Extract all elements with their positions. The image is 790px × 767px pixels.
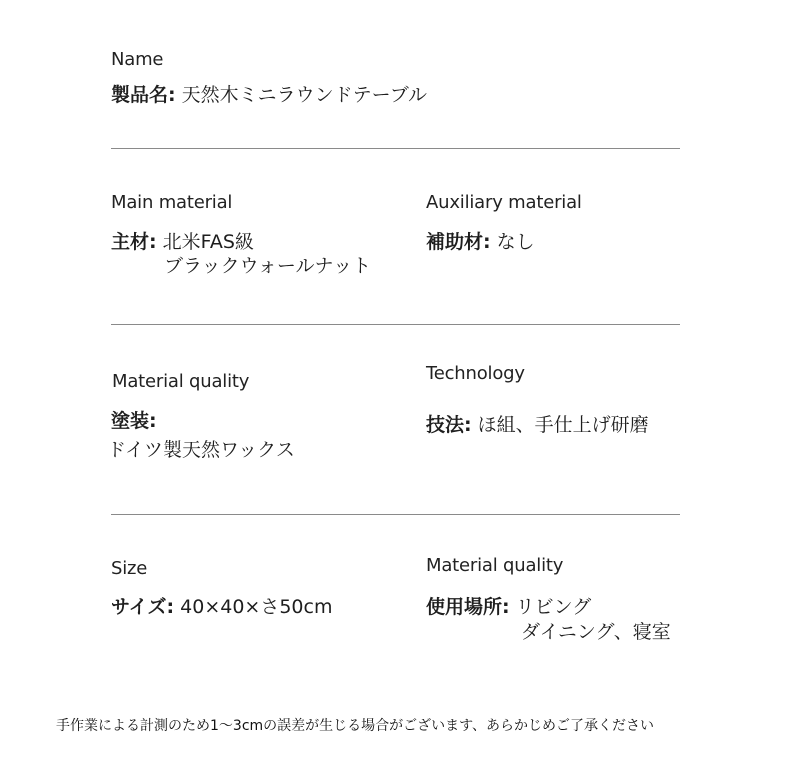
- name-en-label: Name: [111, 49, 164, 70]
- auxiliary-material-value: なし: [496, 231, 535, 253]
- coating-jp-label: 塗装:: [111, 410, 157, 432]
- divider: [111, 514, 680, 515]
- usage-jp-label: 使用場所:: [426, 596, 510, 618]
- usage-en-label: Material quality: [426, 555, 564, 576]
- coating-value: ドイツ製天然ワックス: [107, 439, 295, 461]
- usage-row: [426, 592, 591, 619]
- size-jp-label: サイズ:: [111, 596, 175, 618]
- name-value: 天然木ミニラウンドテーブル: [181, 84, 427, 106]
- measurement-disclaimer: 手作業による計測のため1～3cmの誤差が生じる場合がございます、あらかじめご了承ください: [56, 718, 655, 734]
- material-quality-en-label: Material quality: [112, 371, 250, 392]
- divider: [111, 324, 680, 325]
- size-value: 40×40×さ50cm: [180, 596, 333, 618]
- main-material-jp-label: 主材:: [111, 231, 157, 253]
- usage-value-line1: リビング: [515, 596, 592, 618]
- usage-value-line2: ダイニング、寝室: [521, 621, 671, 643]
- auxiliary-material-en-label: Auxiliary material: [426, 192, 582, 213]
- name-row: [111, 80, 427, 107]
- technology-en-label: Technology: [426, 363, 525, 384]
- auxiliary-material-jp-label: 補助材:: [426, 231, 491, 253]
- technology-row: [426, 410, 649, 437]
- main-material-row: [111, 227, 254, 254]
- divider: [111, 148, 680, 149]
- technology-jp-label: 技法:: [426, 414, 472, 436]
- main-material-en-label: Main material: [111, 192, 233, 213]
- size-en-label: Size: [111, 558, 148, 579]
- main-material-value-line2: ブラックウォールナット: [164, 255, 372, 277]
- coating-row: [111, 406, 157, 433]
- main-material-value-line1: 北米FAS級: [162, 231, 254, 253]
- name-jp-label: 製品名:: [111, 84, 176, 106]
- size-row: [111, 592, 332, 619]
- auxiliary-material-row: [426, 227, 535, 254]
- technology-value: ほ組、手仕上げ研磨: [477, 414, 649, 436]
